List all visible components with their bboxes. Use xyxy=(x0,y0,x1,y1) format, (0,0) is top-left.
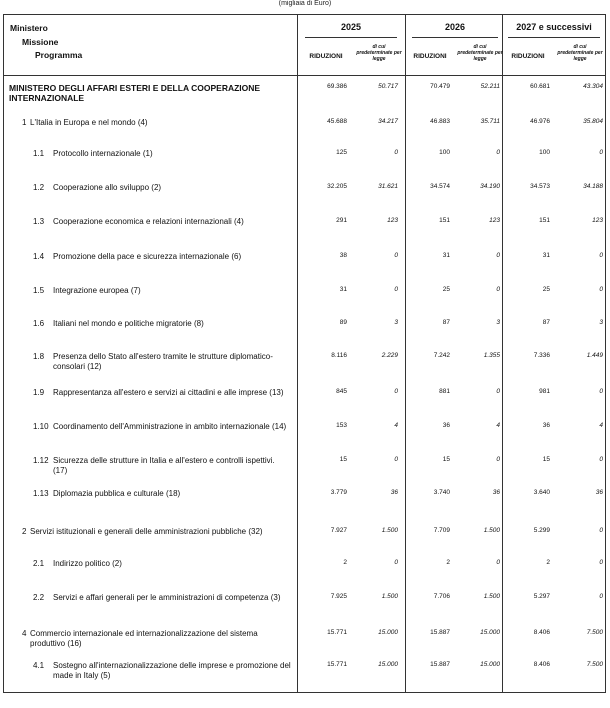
header-programma: Programma xyxy=(35,50,83,60)
predeterminate-value: 4 xyxy=(394,422,398,429)
riduzioni-header: RIDUZIONI xyxy=(413,53,447,60)
header-missione: Missione xyxy=(22,37,59,47)
riduzioni-value: 125 xyxy=(336,149,347,156)
riduzioni-value: 15 xyxy=(339,456,347,463)
riduzioni-value: 36 xyxy=(542,422,550,429)
riduzioni-value: 2 xyxy=(343,559,347,566)
dicui-header: di cui predeterminate per legge xyxy=(356,44,402,62)
predeterminate-value: 1.500 xyxy=(381,527,398,534)
predeterminate-value: 1.355 xyxy=(483,352,500,359)
row-code: 1.2 xyxy=(33,183,45,192)
row-label-text: Rappresentanza all'estero e servizi ai cittadini e alle imprese (13) xyxy=(53,388,284,397)
riduzioni-value: 87 xyxy=(542,319,550,326)
riduzioni-value: 15.887 xyxy=(430,661,450,668)
header-ministero: Ministero xyxy=(10,23,48,33)
row-code: 1.8 xyxy=(33,352,45,361)
predeterminate-value: 0 xyxy=(496,559,500,566)
row-code: 1.4 xyxy=(33,252,45,261)
predeterminate-value: 1.500 xyxy=(483,593,500,600)
predeterminate-value: 0 xyxy=(599,527,603,534)
predeterminate-value: 31.621 xyxy=(378,183,398,190)
riduzioni-value: 7.242 xyxy=(433,352,450,359)
riduzioni-value: 15 xyxy=(542,456,550,463)
predeterminate-value: 34.217 xyxy=(378,118,398,125)
row-code: 1.6 xyxy=(33,319,45,328)
riduzioni-value: 7.925 xyxy=(330,593,347,600)
row-code: 2.1 xyxy=(33,559,45,568)
riduzioni-value: 100 xyxy=(439,149,450,156)
predeterminate-value: 123 xyxy=(387,217,398,224)
row-label-text: Commercio internazionale ed internazionalizzazione del sistema produttivo (16) xyxy=(30,629,258,648)
row-label-text: Integrazione europea (7) xyxy=(53,286,141,295)
riduzioni-value: 3.740 xyxy=(433,489,450,496)
predeterminate-value: 3 xyxy=(599,319,603,326)
riduzioni-header: RIDUZIONI xyxy=(309,53,343,60)
predeterminate-value: 2.229 xyxy=(381,352,398,359)
predeterminate-value: 15.000 xyxy=(378,629,398,636)
riduzioni-value: 981 xyxy=(539,388,550,395)
riduzioni-value: 34.574 xyxy=(430,183,450,190)
year-2027: 2027 e successivi xyxy=(516,22,592,32)
year-underline xyxy=(508,37,600,38)
predeterminate-value: 1.500 xyxy=(483,527,500,534)
row-label-text: Coordinamento dell'Amministrazione in ambito internazionale (14) xyxy=(53,422,287,431)
year-2025: 2025 xyxy=(340,22,362,32)
predeterminate-value: 36 xyxy=(492,489,500,496)
predeterminate-value: 0 xyxy=(599,559,603,566)
riduzioni-value: 15.771 xyxy=(327,661,347,668)
riduzioni-value: 3.640 xyxy=(533,489,550,496)
riduzioni-value: 8.116 xyxy=(331,352,347,359)
riduzioni-value: 5.299 xyxy=(533,527,550,534)
row-code: 1 xyxy=(22,118,27,127)
predeterminate-value: 7.500 xyxy=(586,661,603,668)
year-underline xyxy=(412,37,498,38)
row-label-text: Sostegno all'internazionalizzazione delle imprese e promozione del made in Italy (5) xyxy=(53,661,291,680)
dicui-header: di cui predeterminate per legge xyxy=(557,44,603,62)
riduzioni-value: 89 xyxy=(339,319,347,326)
row-code: 1.13 xyxy=(33,489,49,498)
unit-note: (migliaia di Euro) xyxy=(278,0,332,7)
riduzioni-value: 31 xyxy=(339,286,347,293)
riduzioni-header: RIDUZIONI xyxy=(511,53,545,60)
row-label-text: Cooperazione allo sviluppo (2) xyxy=(53,183,162,192)
riduzioni-value: 15.887 xyxy=(430,629,450,636)
predeterminate-value: 0 xyxy=(599,149,603,156)
riduzioni-value: 5.297 xyxy=(533,593,550,600)
row-label-text: Cooperazione economica e relazioni internazionali (4) xyxy=(53,217,244,226)
predeterminate-value: 0 xyxy=(394,149,398,156)
riduzioni-value: 881 xyxy=(439,388,450,395)
row-label-text: Servizi istituzionali e generali delle amministrazioni pubbliche (32) xyxy=(30,527,263,536)
predeterminate-value: 15.000 xyxy=(480,661,500,668)
predeterminate-value: 52.211 xyxy=(480,83,500,90)
row-label-text: L'Italia in Europa e nel mondo (4) xyxy=(30,118,148,127)
riduzioni-value: 3.779 xyxy=(330,489,347,496)
header-divider xyxy=(3,75,606,76)
riduzioni-value: 46.976 xyxy=(530,118,550,125)
predeterminate-value: 123 xyxy=(489,217,500,224)
riduzioni-value: 60.681 xyxy=(530,83,550,90)
row-label-text: MINISTERO DEGLI AFFARI ESTERI E DELLA COOPERAZIONE INTERNAZIONALE xyxy=(9,83,261,103)
predeterminate-value: 0 xyxy=(599,388,603,395)
column-divider xyxy=(502,14,503,693)
row-code: 1.3 xyxy=(33,217,45,226)
riduzioni-value: 15 xyxy=(442,456,450,463)
predeterminate-value: 0 xyxy=(496,456,500,463)
riduzioni-value: 36 xyxy=(442,422,450,429)
row-label-text: Italiani nel mondo e politiche migratorie (8) xyxy=(53,319,204,328)
row-code: 4.1 xyxy=(33,661,45,670)
row-code: 4 xyxy=(22,629,27,638)
riduzioni-value: 7.706 xyxy=(433,593,450,600)
riduzioni-value: 31 xyxy=(442,252,450,259)
riduzioni-value: 151 xyxy=(439,217,450,224)
riduzioni-value: 845 xyxy=(336,388,347,395)
row-code: 1.9 xyxy=(33,388,45,397)
predeterminate-value: 123 xyxy=(592,217,603,224)
row-label-text: Diplomazia pubblica e culturale (18) xyxy=(53,489,181,498)
predeterminate-value: 4 xyxy=(599,422,603,429)
predeterminate-value: 4 xyxy=(496,422,500,429)
riduzioni-value: 87 xyxy=(442,319,450,326)
riduzioni-value: 7.336 xyxy=(533,352,550,359)
predeterminate-value: 34.190 xyxy=(480,183,500,190)
riduzioni-value: 25 xyxy=(442,286,450,293)
predeterminate-value: 0 xyxy=(496,149,500,156)
predeterminate-value: 1.500 xyxy=(381,593,398,600)
riduzioni-value: 32.205 xyxy=(327,183,347,190)
riduzioni-value: 2 xyxy=(546,559,550,566)
riduzioni-value: 69.386 xyxy=(327,83,347,90)
riduzioni-value: 31 xyxy=(542,252,550,259)
predeterminate-value: 7.500 xyxy=(586,629,603,636)
predeterminate-value: 3 xyxy=(394,319,398,326)
predeterminate-value: 15.000 xyxy=(378,661,398,668)
riduzioni-value: 70.479 xyxy=(430,83,450,90)
predeterminate-value: 35.804 xyxy=(583,118,603,125)
riduzioni-value: 100 xyxy=(539,149,550,156)
predeterminate-value: 0 xyxy=(496,252,500,259)
row-code: 2.2 xyxy=(33,593,45,602)
predeterminate-value: 0 xyxy=(599,593,603,600)
riduzioni-value: 8.406 xyxy=(533,661,550,668)
predeterminate-value: 0 xyxy=(599,252,603,259)
predeterminate-value: 3 xyxy=(496,319,500,326)
row-code: 1.10 xyxy=(33,422,49,431)
predeterminate-value: 50.717 xyxy=(378,83,398,90)
riduzioni-value: 46.883 xyxy=(430,118,450,125)
riduzioni-value: 8.406 xyxy=(533,629,550,636)
row-code: 1.5 xyxy=(33,286,45,295)
row-label-text: Promozione della pace e sicurezza internazionale (6) xyxy=(53,252,242,261)
predeterminate-value: 1.449 xyxy=(586,352,603,359)
predeterminate-value: 34.188 xyxy=(583,183,603,190)
predeterminate-value: 35.711 xyxy=(480,118,500,125)
predeterminate-value: 0 xyxy=(394,456,398,463)
predeterminate-value: 0 xyxy=(394,559,398,566)
year-underline xyxy=(305,37,397,38)
column-divider xyxy=(297,14,298,693)
riduzioni-value: 7.927 xyxy=(330,527,347,534)
predeterminate-value: 36 xyxy=(595,489,603,496)
riduzioni-value: 291 xyxy=(336,217,347,224)
predeterminate-value: 0 xyxy=(496,388,500,395)
riduzioni-value: 38 xyxy=(339,252,347,259)
row-label-text: Presenza dello Stato all'estero tramite le strutture diplomatico-consolari (12) xyxy=(53,352,273,371)
predeterminate-value: 0 xyxy=(496,286,500,293)
row-code: 1.12 xyxy=(33,456,49,465)
row-label-text: Protocollo internazionale (1) xyxy=(53,149,153,158)
row-label xyxy=(9,83,279,103)
year-2026: 2026 xyxy=(444,22,466,32)
row-label-text: Servizi e affari generali per le amministrazioni di competenza (3) xyxy=(53,593,281,602)
riduzioni-value: 34.573 xyxy=(530,183,550,190)
riduzioni-value: 45.688 xyxy=(327,118,347,125)
predeterminate-value: 0 xyxy=(394,252,398,259)
predeterminate-value: 36 xyxy=(390,489,398,496)
predeterminate-value: 15.000 xyxy=(480,629,500,636)
riduzioni-value: 153 xyxy=(336,422,347,429)
riduzioni-value: 151 xyxy=(539,217,550,224)
predeterminate-value: 0 xyxy=(394,388,398,395)
row-code: 1.1 xyxy=(33,149,45,158)
riduzioni-value: 15.771 xyxy=(327,629,347,636)
row-code: 2 xyxy=(22,527,27,536)
predeterminate-value: 0 xyxy=(394,286,398,293)
predeterminate-value: 0 xyxy=(599,286,603,293)
predeterminate-value: 43.304 xyxy=(583,83,603,90)
dicui-header: di cui predeterminate per legge xyxy=(457,44,503,62)
row-label-text: Indirizzo politico (2) xyxy=(53,559,122,568)
row-label-text: Sicurezza delle strutture in Italia e all'estero e controlli ispettivi. (17) xyxy=(53,456,275,475)
predeterminate-value: 0 xyxy=(599,456,603,463)
riduzioni-value: 7.709 xyxy=(433,527,450,534)
riduzioni-value: 25 xyxy=(542,286,550,293)
riduzioni-value: 2 xyxy=(446,559,450,566)
